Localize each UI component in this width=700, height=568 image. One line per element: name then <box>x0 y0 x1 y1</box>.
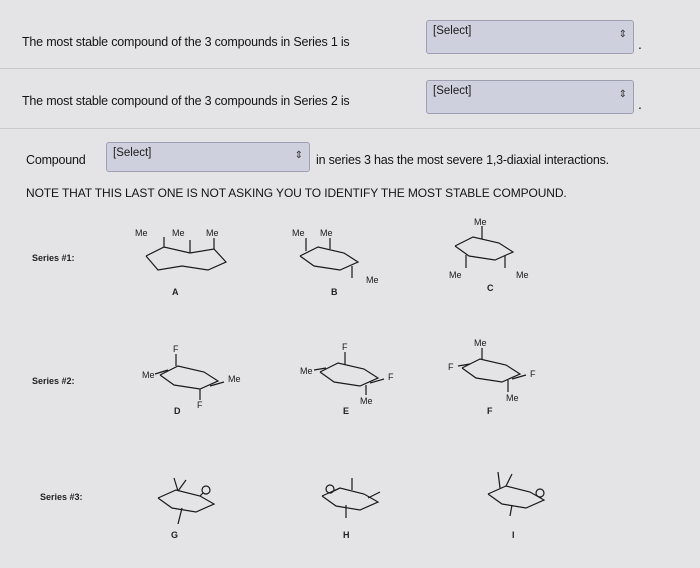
methyl-label: Me <box>300 366 313 376</box>
methyl-label: Me <box>360 396 373 406</box>
question-2-text: The most stable compound of the 3 compounds in Series 2 is <box>22 94 350 108</box>
period: . <box>638 96 642 112</box>
fluoro-label: F <box>197 400 203 410</box>
compound-h-structure <box>322 478 380 518</box>
compound-label: I <box>512 530 515 540</box>
updown-arrow-icon: ⇕ <box>294 150 303 161</box>
compound-label: C <box>487 283 494 293</box>
series-1-label: Series #1: <box>32 253 75 263</box>
methyl-label: Me <box>172 228 185 238</box>
compound-label: A <box>172 287 179 297</box>
fluoro-label: F <box>173 344 179 354</box>
fluoro-label: F <box>530 369 536 379</box>
compound-d-structure <box>155 354 224 400</box>
methyl-label: Me <box>228 374 241 384</box>
methyl-label: Me <box>506 393 519 403</box>
compound-b-structure <box>300 238 358 278</box>
compound-i-structure <box>488 472 544 516</box>
methyl-label: Me <box>320 228 333 238</box>
compound-label: D <box>174 406 181 416</box>
methyl-label: Me <box>474 338 487 348</box>
question-1-text: The most stable compound of the 3 compounds in Series 1 is <box>22 35 350 49</box>
methyl-label: Me <box>449 270 462 280</box>
question-3-prefix: Compound <box>26 153 86 167</box>
methyl-label: Me <box>135 228 148 238</box>
compound-e-structure <box>314 352 384 395</box>
methyl-label: Me <box>142 370 155 380</box>
compound-label: F <box>487 406 493 416</box>
compound-label: E <box>343 406 350 416</box>
compound-a-structure <box>146 237 226 270</box>
fluoro-label: F <box>342 342 348 352</box>
series-1-select-label: [Select] <box>433 25 472 37</box>
methyl-label: Me <box>206 228 219 238</box>
period: . <box>638 36 642 52</box>
compound-c-structure <box>455 226 513 268</box>
compound-g-structure <box>158 478 214 524</box>
updown-arrow-icon: ⇕ <box>618 89 627 100</box>
question-3-suffix: in series 3 has the most severe 1,3-diaxial interactions. <box>316 153 609 167</box>
series-3-select-label: [Select] <box>113 147 152 159</box>
compound-f-structure <box>458 348 526 392</box>
compound-label: B <box>331 287 338 297</box>
fluoro-label: F <box>388 372 394 382</box>
series-3-label: Series #3: <box>40 492 83 502</box>
methyl-label: Me <box>516 270 529 280</box>
compound-label: G <box>171 530 179 540</box>
series-2-select-label: [Select] <box>433 85 472 97</box>
series-2-label: Series #2: <box>32 376 75 386</box>
methyl-label: Me <box>366 275 379 285</box>
methyl-label: Me <box>292 228 305 238</box>
compound-label: H <box>343 530 350 540</box>
fluoro-label: F <box>448 362 454 372</box>
note-text: NOTE THAT THIS LAST ONE IS NOT ASKING YOU TO IDENTIFY THE MOST STABLE COMPOUND. <box>26 186 567 200</box>
methyl-label: Me <box>474 217 487 227</box>
updown-arrow-icon: ⇕ <box>618 29 627 40</box>
